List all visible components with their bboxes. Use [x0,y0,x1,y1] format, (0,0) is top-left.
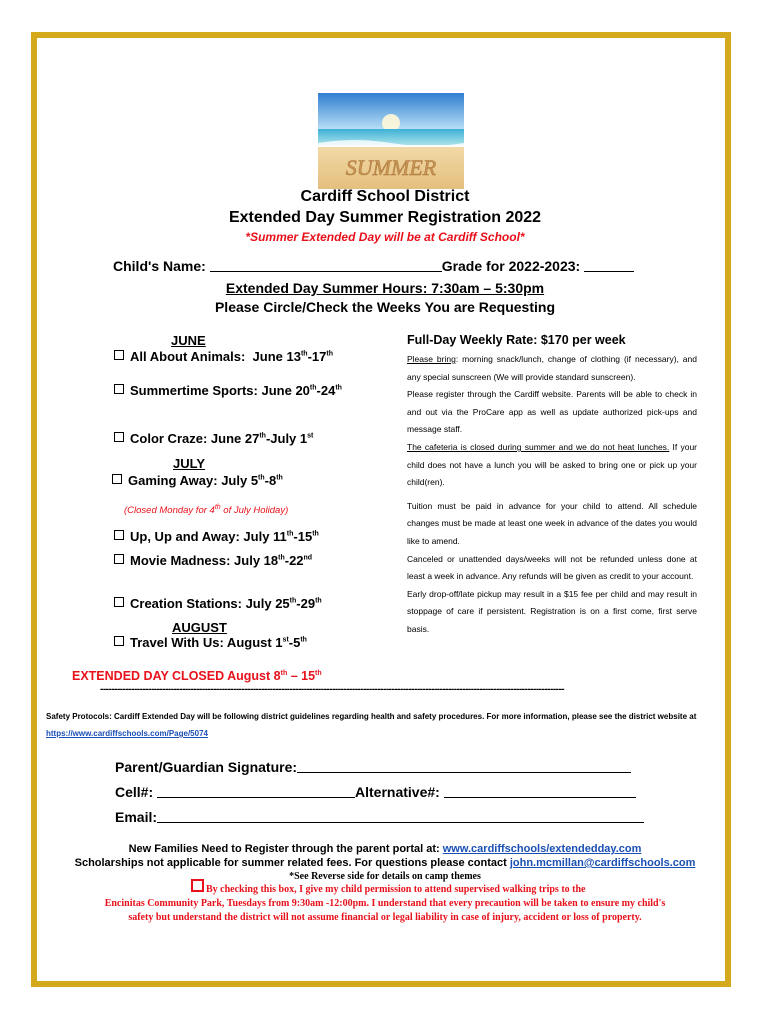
subtitle: *Summer Extended Day will be at Cardiff School* [245,230,525,244]
week-checkbox[interactable] [114,597,124,607]
week-row[interactable]: Color Craze: June 27th-July 1st [114,431,313,446]
week-checkbox[interactable] [114,432,124,442]
child-name-label: Child's Name: [113,258,206,274]
week-row[interactable]: Creation Stations: July 25th-29th [114,596,322,611]
week-checkbox[interactable] [114,636,124,646]
safety-protocols: Safety Protocols: Cardiff Extended Day will be following district guidelines regarding health and safety procedures. For more information, please see the district website at https://www.cardiffschools.com/Page/5074 [46,712,697,738]
month-july: JULY [173,456,206,471]
registration-link[interactable]: www.cardiffschools/extendedday.com [442,843,642,855]
permission-line-3: safety but understand the district will not assume financial or legal liability in case of injury, accident or loss of property. [128,912,642,923]
scholarships-note: Scholarships not applicable for summer related fees. For questions please contact john.mcmillan@cardiffschools.com [74,857,696,869]
summer-sand-text: SUMMER [345,155,437,180]
week-checkbox[interactable] [114,350,124,360]
month-august: AUGUST [172,620,227,635]
holiday-note: (Closed Monday for 4th of July Holiday) [124,504,289,517]
week-row[interactable]: Movie Madness: July 18th-22nd [114,553,312,568]
weekly-rate: Full-Day Weekly Rate: $170 per week [407,333,626,347]
child-info-row [113,258,634,274]
week-checkbox[interactable] [114,384,124,394]
reverse-side-note: *See Reverse side for details on camp themes [289,871,481,882]
grade-label: Grade for 2022-2023: [441,258,581,274]
beach-illustration [318,93,464,189]
grade-field[interactable] [584,271,634,272]
page-title: Extended Day Summer Registration 2022 [228,209,542,226]
week-checkbox[interactable] [112,474,122,484]
child-name-field[interactable] [210,271,442,272]
summer-beach-image [318,93,464,189]
email-field[interactable] [157,822,644,823]
info-text: Please bring: morning snack/lunch, change of clothing (if necessary), and any special sunscreen (We will provide standard sunscreen). Please register through the Cardiff website. Parents will be able to check in and out via the ProCare app as well as update authorized pick-ups and message staff. The cafeteria is closed during summer and we do not heat lunches. If your child does not have a lunch you will be asked to bring one or pick up your child(ren). Tuition must be paid in advance for your child to attend. All schedule changes must be made at least one week in advance of the dates you would like to amend. Canceled or unattended days/weeks will not be refunded unless done at least a week in advance. Any refunds will be given as credit to your account. Early drop-off/late pickup may result in a $15 fee per child and may result in stoppage of care if persistent. Registration is on a first come, first serve basis. [407,354,698,634]
week-row[interactable]: Gaming Away: July 5th-8th [112,473,283,488]
email-row: Email: [115,809,644,825]
permission-checkbox[interactable] [191,879,204,892]
week-instructions: Please Circle/Check the Weeks You are Requesting [214,299,556,315]
month-june: JUNE [171,333,206,348]
closed-banner: EXTENDED DAY CLOSED August 8th – 15th [72,669,322,683]
signature-field[interactable] [297,772,631,773]
permission-line-1: By checking this box, I give my child permission to attend supervised walking trips to the [206,884,586,895]
signature-row: Parent/Guardian Signature: [115,759,631,775]
week-checkbox[interactable] [114,530,124,540]
week-row[interactable]: Travel With Us: August 1st-5th [114,635,307,650]
week-row[interactable]: Summertime Sports: June 20th-24th [114,383,342,398]
week-row[interactable]: All About Animals: June 13th-17th [114,349,333,364]
district-name: Cardiff School District [300,188,470,205]
contact-email-link[interactable]: john.mcmillan@cardiffschools.com [509,857,696,869]
week-row[interactable]: Up, Up and Away: July 11th-15th [114,529,319,544]
summer-hours: Extended Day Summer Hours: 7:30am – 5:30pm [225,280,545,296]
district-website-link[interactable]: https://www.cardiffschools.com/Page/5074 [46,729,208,738]
dashed-divider: -------------------------------------------------------------------------------------------------------------------------------------------------------------------- [100,684,565,695]
permission-line-2: Encinitas Community Park, Tuesdays from 9:30am -12:00pm. I understand that every precaution will be taken to ensure my child's [104,898,666,909]
new-families-note: New Families Need to Register through the parent portal at: www.cardiffschools/extendedday.com [128,843,642,855]
cell-field[interactable] [157,797,355,798]
alternative-phone-field[interactable] [444,797,636,798]
phone-row: Cell#: Alternative#: [115,784,636,800]
week-checkbox[interactable] [114,554,124,564]
